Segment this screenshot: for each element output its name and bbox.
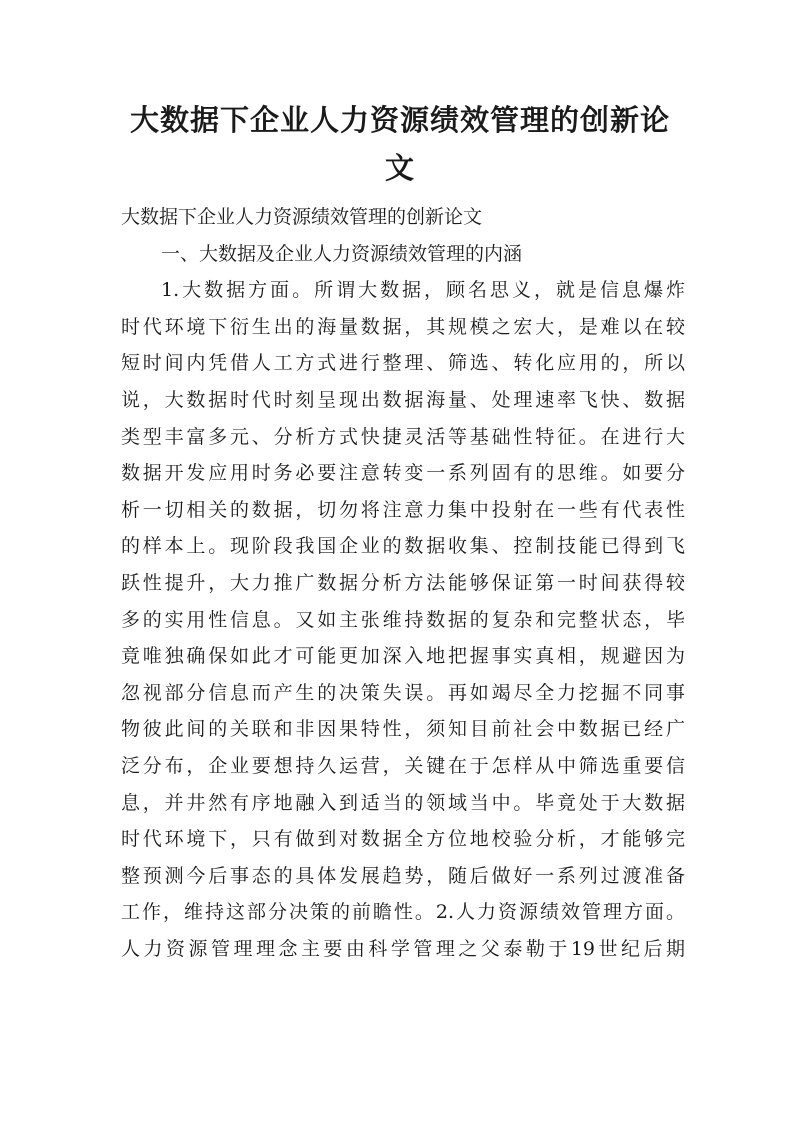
paragraph-line: 短时间内凭借人工方式进行整理、筛选、转化应用的，所以	[121, 352, 685, 375]
section-heading: 一、大数据及企业人力资源绩效管理的内涵	[161, 242, 523, 265]
paragraph-line: 泛分布，企业要想持久运营，关键在于怎样从中筛选重要信	[121, 754, 685, 777]
paragraph-line: 整预测今后事态的具体发展趋势，随后做好一系列过渡准备	[121, 864, 685, 887]
document-body	[121, 199, 685, 967]
paragraph-line: 息，并井然有序地融入到适当的领域当中。毕竟处于大数据	[121, 791, 685, 814]
title-line-1: 大数据下企业人力资源绩效管理的创新论	[129, 103, 670, 137]
paragraph-line: 跃性提升，大力推广数据分析方法能够保证第一时间获得较	[121, 571, 685, 594]
paragraph-line: 时代环境下衍生出的海量数据，其规模之宏大，是难以在较	[121, 315, 685, 338]
paragraph-line: 说，大数据时代时刻呈现出数据海量、处理速率飞快、数据	[121, 388, 685, 411]
paragraph-line: 1.大数据方面。所谓大数据，顾名思义，就是信息爆炸	[161, 279, 685, 302]
subtitle-line: 大数据下企业人力资源绩效管理的创新论文	[121, 206, 483, 228]
paragraph-line: 人力资源管理理念主要由科学管理之父泰勒于19世纪后期	[121, 937, 685, 960]
paragraph-line: 的样本上。现阶段我国企业的数据收集、控制技能已得到飞	[121, 535, 685, 558]
paragraph-line: 忽视部分信息而产生的决策失误。再如竭尽全力挖掘不同事	[121, 681, 685, 704]
paragraph-line: 竟唯独确保如此才可能更加深入地把握事实真相，规避因为	[121, 645, 685, 668]
paragraph-line: 时代环境下，只有做到对数据全方位地校验分析，才能够完	[121, 828, 685, 851]
title-line-2: 文	[384, 151, 415, 185]
paragraph-line: 物彼此间的关联和非因果特性，须知目前社会中数据已经广	[121, 718, 685, 741]
document-title	[100, 96, 700, 192]
paragraph-line: 析一切相关的数据，切勿将注意力集中投射在一些有代表性	[121, 498, 685, 521]
paragraph-line: 数据开发应用时务必要注意转变一系列固有的思维。如要分	[121, 462, 685, 485]
paragraph-line: 类型丰富多元、分析方式快捷灵活等基础性特征。在进行大	[121, 425, 685, 448]
paragraph-line: 工作，维持这部分决策的前瞻性。2.人力资源绩效管理方面。	[121, 901, 685, 924]
paragraph-line: 多的实用性信息。又如主张维持数据的复杂和完整状态，毕	[121, 608, 685, 631]
